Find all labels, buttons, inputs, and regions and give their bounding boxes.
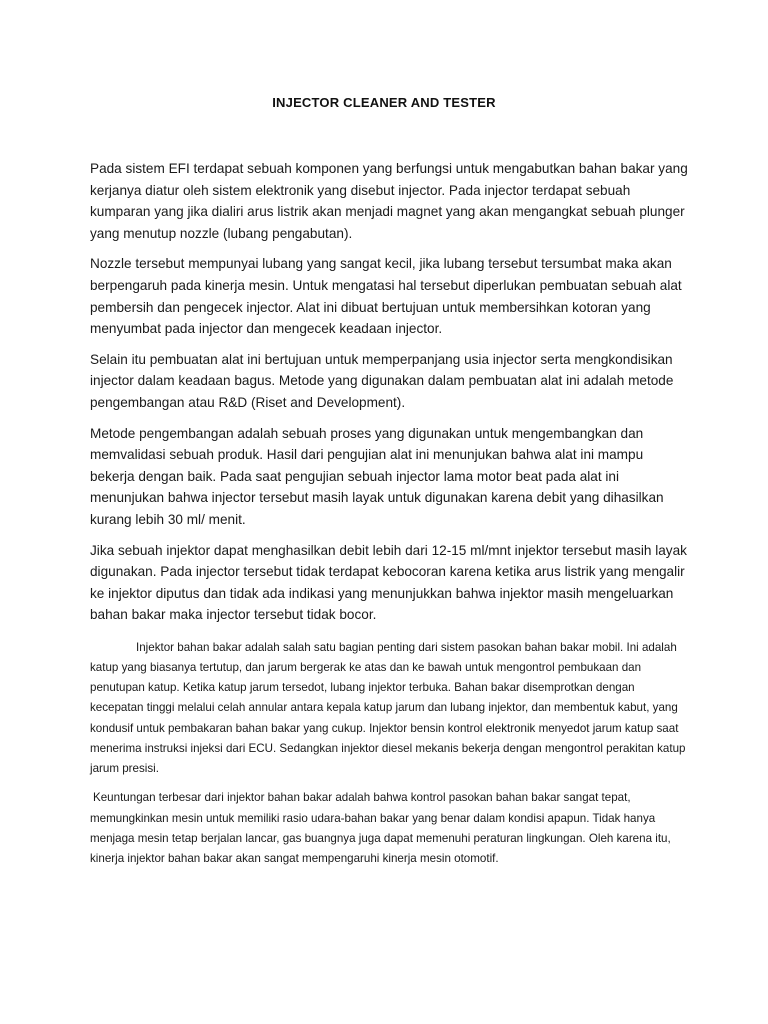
paragraph-advantages: Keuntungan terbesar dari injektor bahan bakar adalah bahwa kontrol pasokan bahan bakar sangat tepat, memungkinkan mesin untuk memiliki rasio udara-bahan bakar yang benar dalam kondisi apapun. Tidak hanya menjaga mesin tetap berjalan lancar, gas buangnya juga dapat memenuhi peraturan lingkungan. Oleh karena itu, kinerja injektor bahan bakar akan sangat mempengaruhi kinerja mesin otomotif.: [90, 791, 671, 865]
paragraph-nozzle: Nozzle tersebut mempunyai lubang yang sangat kecil, jika lubang tersebut tersumbat maka akan berpengaruh pada kinerja mesin. Untuk mengatasi hal tersebut diperlukan pembuatan sebuah alat pembersih dan pengecek injector. Alat ini dibuat bertujuan untuk membersihkan kotoran yang menyumbat pada injector dan mengecek keadaan injector.: [90, 256, 682, 337]
paragraph-method: Metode pengembangan adalah sebuah proses yang digunakan untuk mengembangkan dan memvalidasi sebuah produk. Hasil dari pengujian alat ini menunjukan bahwa alat ini mampu bekerja dengan baik. Pada saat pengujian sebuah injector lama motor beat pada alat ini menunjukan bahwa injector tersebut masih layak untuk digunakan karena debit yang dihasilkan kurang lebih 30 ml/ menit.: [90, 425, 664, 527]
paragraph-injector-definition: Injektor bahan bakar adalah salah satu bagian penting dari sistem pasokan bahan bakar mobil. Ini adalah katup yang biasanya tertutup, dan jarum bergerak ke atas dan ke bawah untuk mengontrol pembukaan dan penutupan katup. Ketika katup jarum tersedot, lubang injektor terbuka. Bahan bakar disemprotkan dengan kecepatan tinggi melalui celah annular antara kepala katup jarum dan lubang injektor, dan membentuk kabut, yang kondusif untuk pembakaran bahan bakar yang cukup. Injektor bensin kontrol elektronik menyedot jarum katup saat menerima instruksi injeksi dari ECU. Sedangkan injektor diesel mekanis bekerja dengan mengontrol perakitan katup jarum presisi.: [90, 640, 686, 776]
paragraph-purpose: Selain itu pembuatan alat ini bertujuan untuk memperpanjang usia injector serta mengkondisikan injector dalam keadaan bagus. Metode yang digunakan dalam pembuatan alat ini adalah metode pengembangan atau R&D (Riset and Development).: [90, 351, 674, 410]
paragraph-debit: Jika sebuah injektor dapat menghasilkan debit lebih dari 12-15 ml/mnt injektor tersebut masih layak digunakan. Pada injector tersebut tidak terdapat kebocoran karena ketika arus listrik yang mengalir ke injektor diputus dan tidak ada indikasi yang menunjukkan bahwa injektor masih mengeluarkan bahan bakar maka injector tersebut tidak bocor.: [90, 542, 687, 623]
document-title: INJECTOR CLEANER AND TESTER: [272, 95, 496, 110]
paragraph-efi-intro: Pada sistem EFI terdapat sebuah komponen yang berfungsi untuk mengabutkan bahan bakar yang kerjanya diatur oleh sistem elektronik yang disebut injector. Pada injector terdapat sebuah kumparan yang jika dialiri arus listrik akan menjadi magnet yang akan mengangkat sebuah plunger yang menutup nozzle (lubang pengabutan).: [90, 161, 688, 241]
document-body: [90, 158, 690, 878]
